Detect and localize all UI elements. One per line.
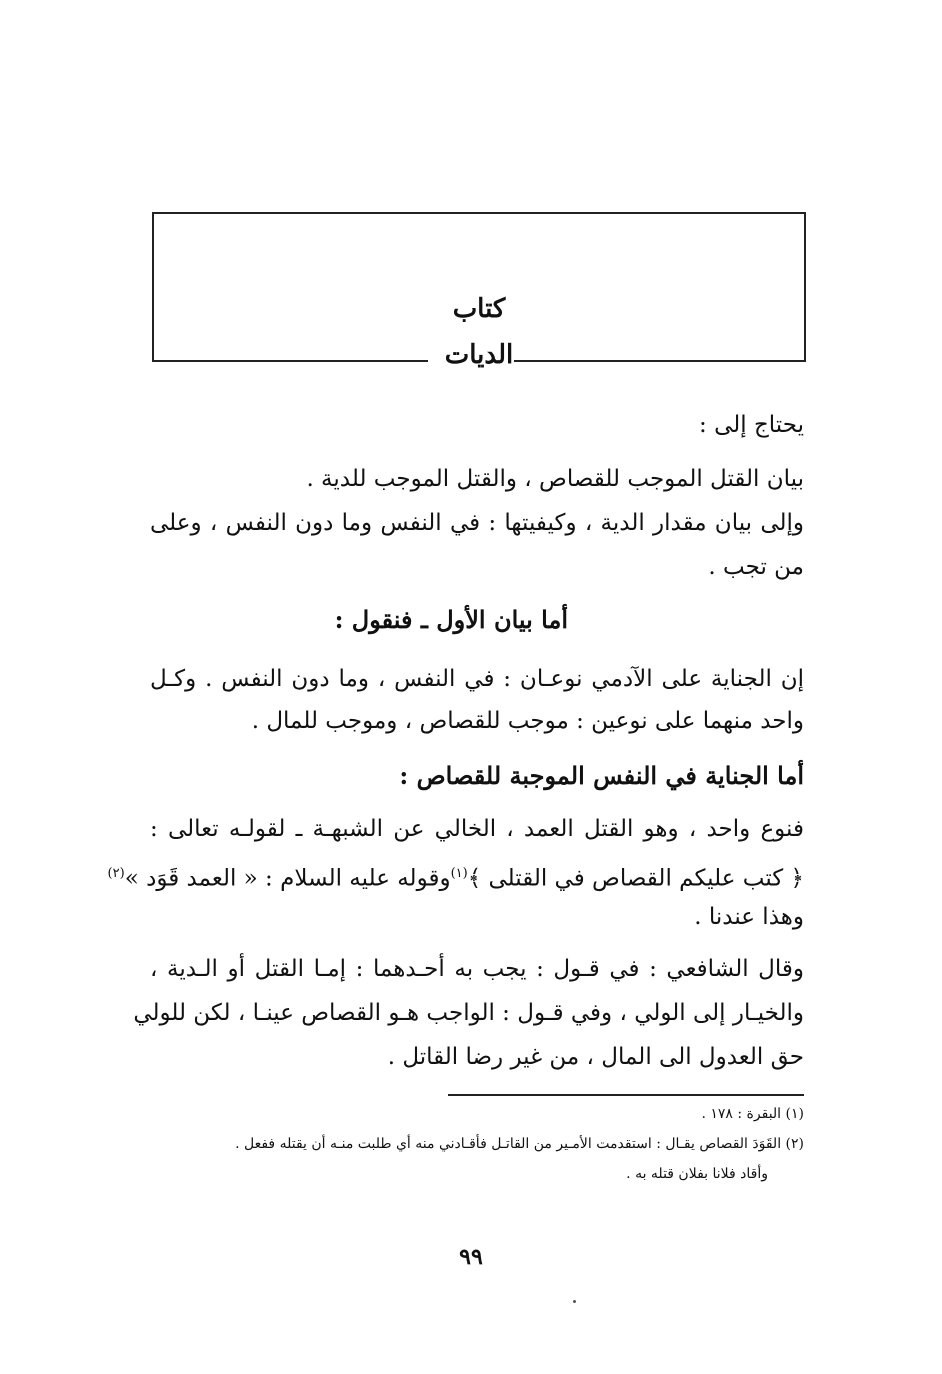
footnote-divider: [448, 1094, 804, 1096]
quran-quote: ﴿ كتب عليكم القصاص في القتلى ﴾: [467, 865, 804, 892]
footnote: (٢) القَوَدَ القصاص يقـال : استقدمت الأمـير من القاتـل فأقـادني منه أي طلبت منـه أن يقتله ففعل .: [235, 1136, 804, 1152]
paragraph-line: وهذا عندنا .: [694, 904, 804, 930]
page-number: ٩٩: [459, 1244, 483, 1270]
section-heading: أما بيان الأول ـ فنقول :: [334, 605, 568, 634]
chapter-title-box: [152, 212, 806, 370]
book-word: كتاب: [452, 294, 506, 324]
title-underline-right: [514, 360, 806, 362]
section-heading: أما الجناية في النفس الموجبة للقصاص :: [399, 761, 804, 790]
paragraph-line: فنوع واحد ، وهو القتل العمد ، الخالي عن الشبهـة ـ لقولـه تعالى :: [150, 816, 804, 842]
paragraph-line: حق العدول الى المال ، من غير رضا القاتل .: [387, 1044, 804, 1070]
footnote-continuation: وأقاد فلانا بفلان قتله به .: [626, 1166, 768, 1182]
paragraph-line: إن الجناية على الآدمي نوعـان : في النفس ، وما دون النفس . وكـل: [150, 666, 804, 692]
footnote: (١) البقرة : ١٧٨ .: [701, 1106, 804, 1122]
footnote-ref: (١): [450, 866, 468, 881]
scan-speck: [573, 1300, 576, 1303]
paragraph-line: وقال الشافعي : في قـول : يجب به أحـدهما : إمـا القتل أو الـدية ،: [150, 956, 804, 982]
intro-line: يحتاج إلى :: [699, 412, 804, 438]
body-line: بيان القتل الموجب للقصاص ، والقتل الموجب للدية .: [306, 466, 804, 492]
chapter-title: الديات: [444, 340, 514, 370]
paragraph-line: واحد منهما على نوعين : موجب للقصاص ، وموجب للمال .: [251, 708, 804, 734]
body-line: من تجب .: [708, 554, 804, 580]
body-line: وإلى بيان مقدار الدية ، وكيفيتها : في النفس وما دون النفس ، وعلى: [150, 510, 804, 536]
hadith-quote: وقوله عليه السلام : « العمد قَوَد »: [124, 865, 451, 892]
title-underline-left: [152, 360, 428, 362]
paragraph-line: والخيـار إلى الولي ، وفي قـول : الواجب هـو القصاص عينـا ، لكن للولي: [133, 1000, 804, 1026]
footnote-ref: (٢): [107, 866, 125, 881]
